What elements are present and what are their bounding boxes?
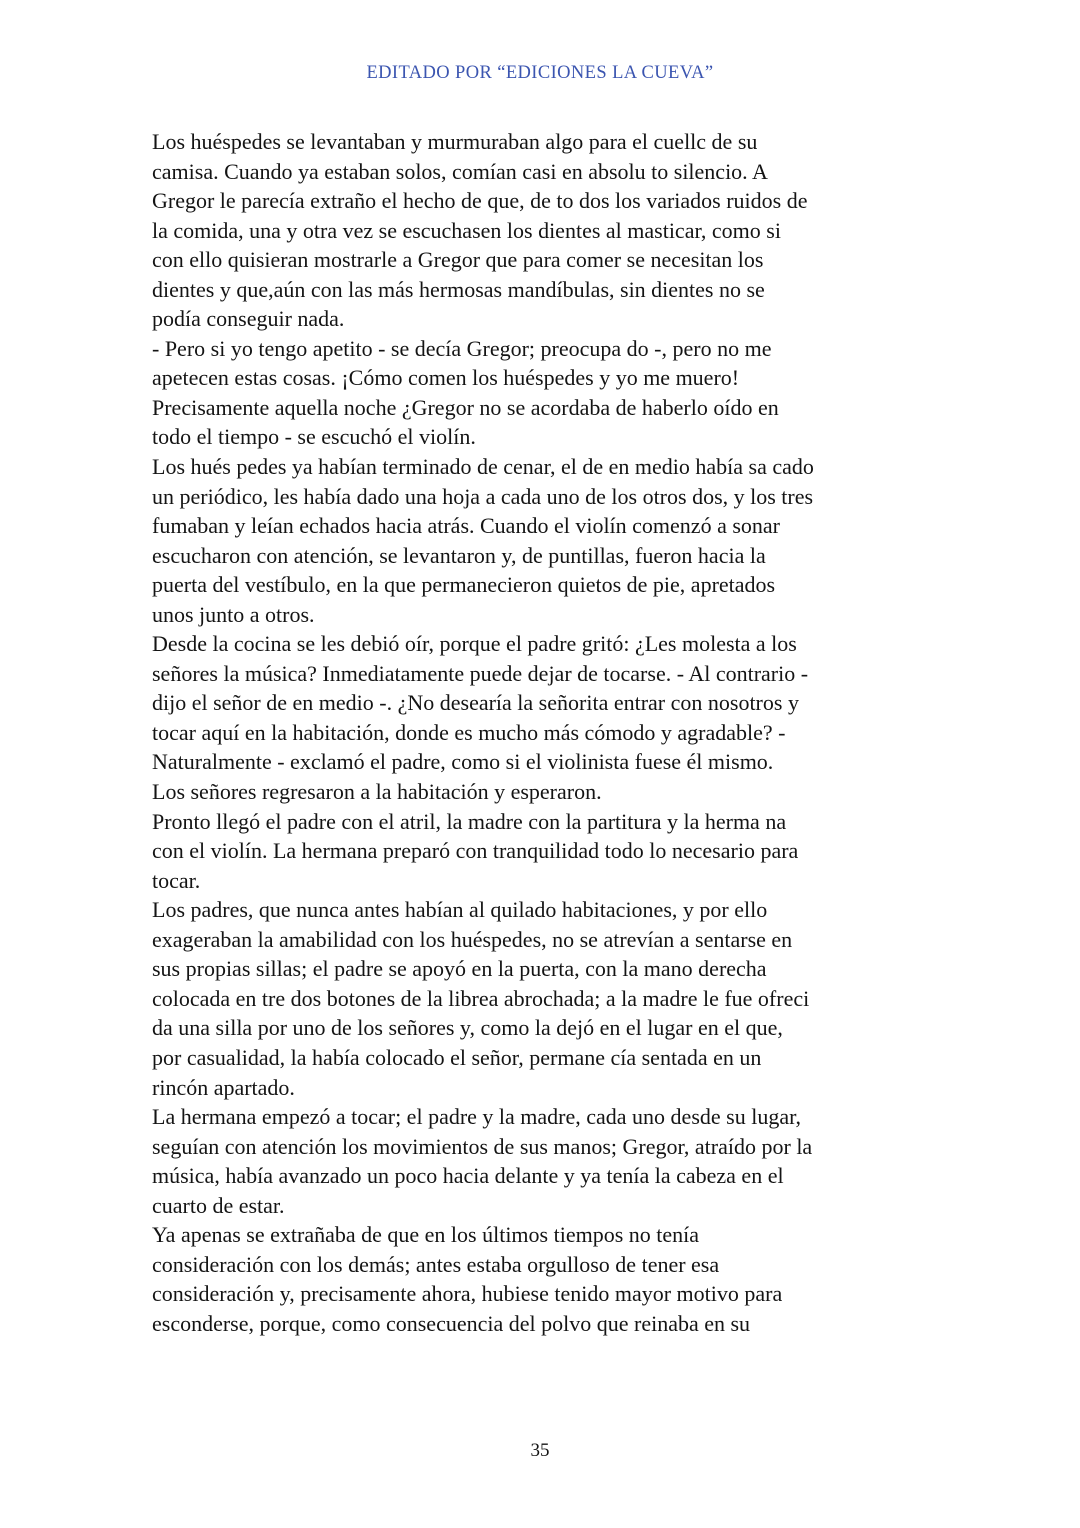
paragraph [152, 334, 962, 452]
text-line: Los señores regresaron a la habitación y esperaron. [152, 779, 602, 805]
text-line: todo el tiempo - se escuchó el violín. [152, 424, 476, 450]
text-line: con ello quisieran mostrarle a Gregor que para comer se necesitan los [152, 247, 764, 273]
paragraph [152, 1102, 962, 1220]
text-line: la comida, una y otra vez se escuchasen los dientes al masticar, como si [152, 217, 781, 243]
text-line: Desde la cocina se les debió oír, porque el padre gritó: ¿Les molesta a los [152, 631, 797, 657]
text-line: La hermana empezó a tocar; el padre y la madre, cada uno desde su lugar, [152, 1104, 802, 1130]
text-line: consideración y, precisamente ahora, hubiese tenido mayor motivo para [152, 1281, 783, 1307]
text-line: seguían con atención los movimientos de sus manos; Gregor, atraído por la [152, 1133, 813, 1159]
text-line: exageraban la amabilidad con los huéspedes, no se atrevían a sentarse en [152, 926, 793, 952]
text-line: Gregor le parecía extraño el hecho de que, de to dos los variados ruidos de [152, 188, 808, 214]
text-line: Naturalmente - exclamó el padre, como si el violinista fuese él mismo. [152, 749, 774, 775]
text-line: señores la música? Inmediatamente puede dejar de tocarse. - Al contrario - [152, 660, 809, 686]
text-line: unos junto a otros. [152, 601, 315, 627]
paragraph [152, 807, 962, 896]
text-line: Los padres, que nunca antes habían al quilado habitaciones, y por ello [152, 897, 768, 923]
text-line: con el violín. La hermana preparó con tranquilidad todo lo necesario para [152, 838, 799, 864]
text-line: un periódico, les había dado una hoja a cada uno de los otros dos, y los tres [152, 483, 814, 509]
text-line: apetecen estas cosas. ¡Cómo comen los huéspedes y yo me muero! [152, 365, 740, 391]
text-line: puerta del vestíbulo, en la que permanecieron quietos de pie, apretados [152, 572, 776, 598]
paragraph [152, 452, 962, 629]
text-line: tocar aquí en la habitación, donde es mucho más cómodo y agradable? - [152, 719, 786, 745]
paragraph [152, 777, 962, 807]
text-line: da una silla por uno de los señores y, como la dejó en el lugar en el que, [152, 1015, 783, 1041]
page-header: EDITADO POR “EDICIONES LA CUEVA” [366, 63, 714, 83]
text-line: esconderse, porque, como consecuencia del polvo que reinaba en su [152, 1310, 751, 1336]
body-text [152, 127, 962, 1338]
text-line: fumaban y leían echados hacia atrás. Cuando el violín comenzó a sonar [152, 513, 780, 539]
text-line: por casualidad, la había colocado el señor, permane cía sentada en un [152, 1044, 762, 1070]
text-line: tocar. [152, 867, 201, 893]
text-line: música, había avanzado un poco hacia delante y ya tenía la cabeza en el [152, 1163, 784, 1189]
page-number: 35 [530, 1440, 550, 1461]
text-line: Pronto llegó el padre con el atril, la madre con la partitura y la herma na [152, 808, 787, 834]
text-line: camisa. Cuando ya estaban solos, comían casi en absolu to silencio. A [152, 158, 768, 184]
text-line: cuarto de estar. [152, 1192, 285, 1218]
text-line: dientes y que,aún con las más hermosas mandíbulas, sin dientes no se [152, 276, 765, 302]
paragraph [152, 127, 962, 334]
text-line: consideración con los demás; antes estaba orgulloso de tener esa [152, 1251, 720, 1277]
paragraph [152, 1220, 962, 1338]
text-line: rincón apartado. [152, 1074, 295, 1100]
text-line: - Pero si yo tengo apetito - se decía Gregor; preocupa do -, pero no me [152, 335, 772, 361]
text-line: sus propias sillas; el padre se apoyó en la puerta, con la mano derecha [152, 956, 767, 982]
text-line: Los huéspedes se levantaban y murmuraban algo para el cuellc de su [152, 129, 758, 154]
text-line: Los hués pedes ya habían terminado de cenar, el de en medio había sa cado [152, 454, 814, 480]
text-line: Ya apenas se extrañaba de que en los últimos tiempos no tenía [152, 1222, 700, 1248]
text-line: Precisamente aquella noche ¿Gregor no se acordaba de haberlo oído en [152, 394, 779, 420]
paragraph [152, 629, 962, 777]
text-line: escucharon con atención, se levantaron y, de puntillas, fueron hacia la [152, 542, 766, 568]
text-line: dijo el señor de en medio -. ¿No desearía la señorita entrar con nosotros y [152, 690, 799, 716]
paragraph [152, 895, 962, 1102]
text-line: podía conseguir nada. [152, 306, 345, 332]
text-line: colocada en tre dos botones de la librea abrochada; a la madre le fue ofreci [152, 985, 810, 1011]
